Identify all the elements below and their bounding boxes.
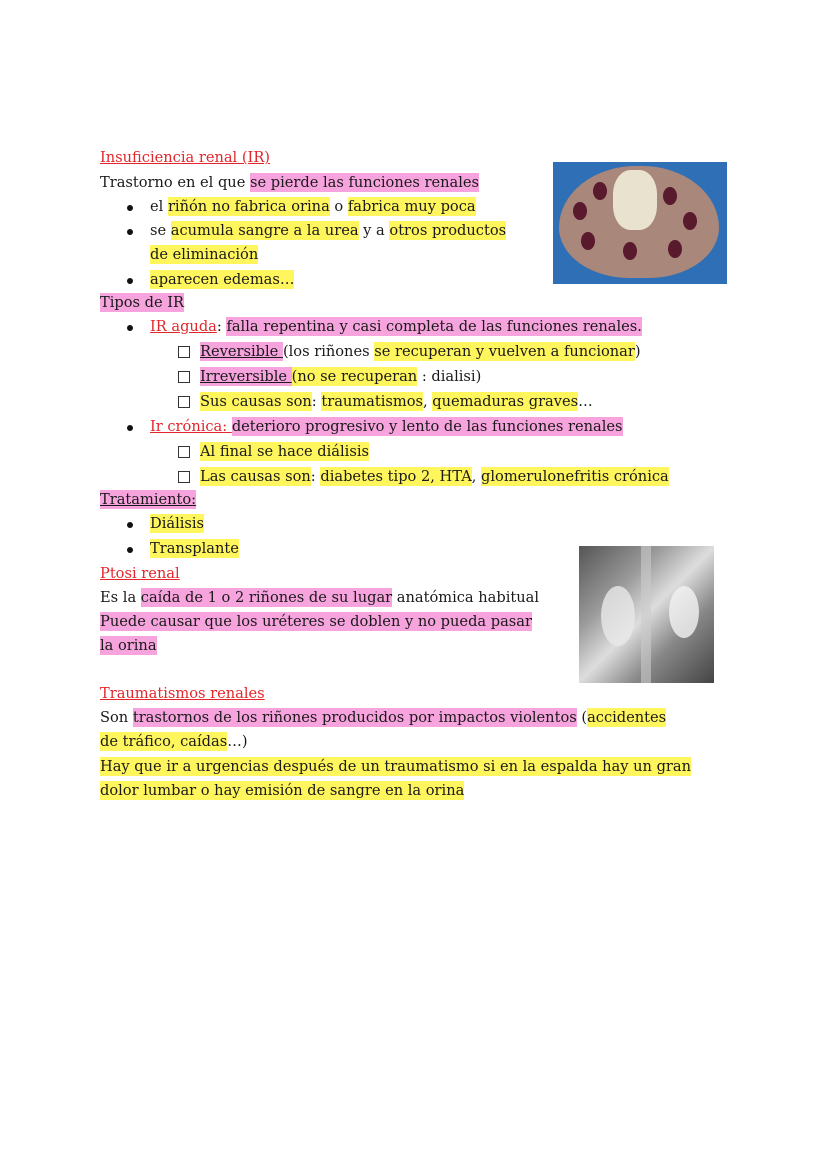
highlighted-text: fabrica muy poca [347,198,476,215]
highlighted-text: Irreversible [200,368,292,385]
highlighted-text: Hay que ir a urgencias después de un traumatismo si en la espalda hay un gran [100,758,691,775]
text-span: : [310,468,321,485]
text-line [100,635,157,657]
text-line [200,466,669,488]
text-line [100,172,479,194]
text-span: : [311,393,322,410]
text-span: ( [576,709,588,726]
text-span: Trastorno en el que [100,174,250,191]
highlighted-text: quemaduras graves [432,393,579,410]
text-line [150,244,258,266]
bullet-icon [127,278,133,284]
highlighted-text: Al final se hace diálisis [200,443,369,460]
text-line [100,780,464,802]
highlighted-text: Las causas son [200,468,311,485]
text-span: y a [358,222,390,239]
section-heading [150,416,623,438]
highlighted-text: la orina [100,637,157,654]
text-line [100,756,691,778]
text-line [150,196,476,218]
text-span: se [150,222,171,239]
text-span: Ptosi renal [100,565,180,582]
section-heading [100,563,180,585]
highlighted-text: traumatismos [321,393,423,410]
highlighted-text: diabetes tipo 2, HTA [320,468,472,485]
text-span: : [216,318,227,335]
text-line [100,731,248,753]
bullet-icon [127,325,133,331]
text-line [100,489,196,511]
text-span: … [578,393,593,410]
highlighted-text: se pierde las funciones renales [250,174,479,191]
checkbox-icon[interactable] [178,471,190,483]
text-span: Ir crónica: [150,418,232,435]
text-span: IR aguda [150,318,217,335]
text-span: ) [634,343,641,360]
bullet-icon [127,205,133,211]
bullet-icon [127,522,133,528]
text-span: , [422,393,433,410]
checkbox-icon[interactable] [178,346,190,358]
text-span: …) [227,733,248,750]
highlighted-text: Sus causas son [200,393,312,410]
highlighted-text: dolor lumbar o hay emisión de sangre en la orina [100,782,465,799]
highlighted-text: Tratamiento: [100,491,197,508]
text-line [100,611,532,633]
highlighted-text: otros productos [389,222,507,239]
checkbox-icon[interactable] [178,396,190,408]
highlighted-text: (no se recuperan [291,368,418,385]
highlighted-text: deterioro progresivo y lento de las funciones renales [231,418,623,435]
bullet-icon [127,229,133,235]
highlighted-text: riñón no fabrica orina [167,198,330,215]
highlighted-text: caída de 1 o 2 riñones de su lugar [140,589,393,606]
xray-image [579,546,714,683]
highlighted-text: accidentes [587,709,667,726]
text-line [100,292,184,314]
text-line [150,538,239,560]
highlighted-text: Reversible [200,343,283,360]
bullet-icon [127,425,133,431]
text-span: Insuficiencia renal (IR) [100,149,271,166]
highlighted-text: Tipos de IR [100,294,185,311]
highlighted-text: se recuperan y vuelven a funcionar [374,343,635,360]
highlighted-text: de eliminación [150,246,259,263]
section-heading [100,683,265,705]
text-span: (los riñones [282,343,375,360]
checkbox-icon[interactable] [178,371,190,383]
highlighted-text: aparecen edemas… [150,271,295,288]
text-line [100,707,666,729]
checkbox-icon[interactable] [178,446,190,458]
section-heading [150,316,642,338]
text-line [200,366,481,388]
text-line [200,341,641,363]
text-line [150,269,294,291]
highlighted-text: falla repentina y casi completa de las funciones renales. [226,318,642,335]
highlighted-text: Diálisis [150,515,205,532]
text-line [100,587,539,609]
bullet-icon [127,547,133,553]
text-span: Son [100,709,133,726]
kidney-image [553,162,727,284]
highlighted-text: glomerulonefritis crónica [481,468,669,485]
section-heading [100,147,270,169]
highlighted-text: trastornos de los riñones producidos por impactos violentos [132,709,577,726]
text-span: Traumatismos renales [100,685,265,702]
text-line [150,513,204,535]
highlighted-text: acumula sangre a la urea [170,222,359,239]
text-line [150,220,506,242]
text-span: el [150,198,168,215]
text-span: o [329,198,348,215]
text-line [200,391,593,413]
text-span: anatómica habitual [392,589,539,606]
highlighted-text: Transplante [150,540,239,557]
highlighted-text: de tráfico, caídas [100,733,228,750]
highlighted-text: Puede causar que los uréteres se doblen y no pueda pasar [100,613,532,630]
text-line [200,441,369,463]
text-span: , [471,468,482,485]
text-span: : dialisi) [417,368,482,385]
text-span: Es la [100,589,141,606]
